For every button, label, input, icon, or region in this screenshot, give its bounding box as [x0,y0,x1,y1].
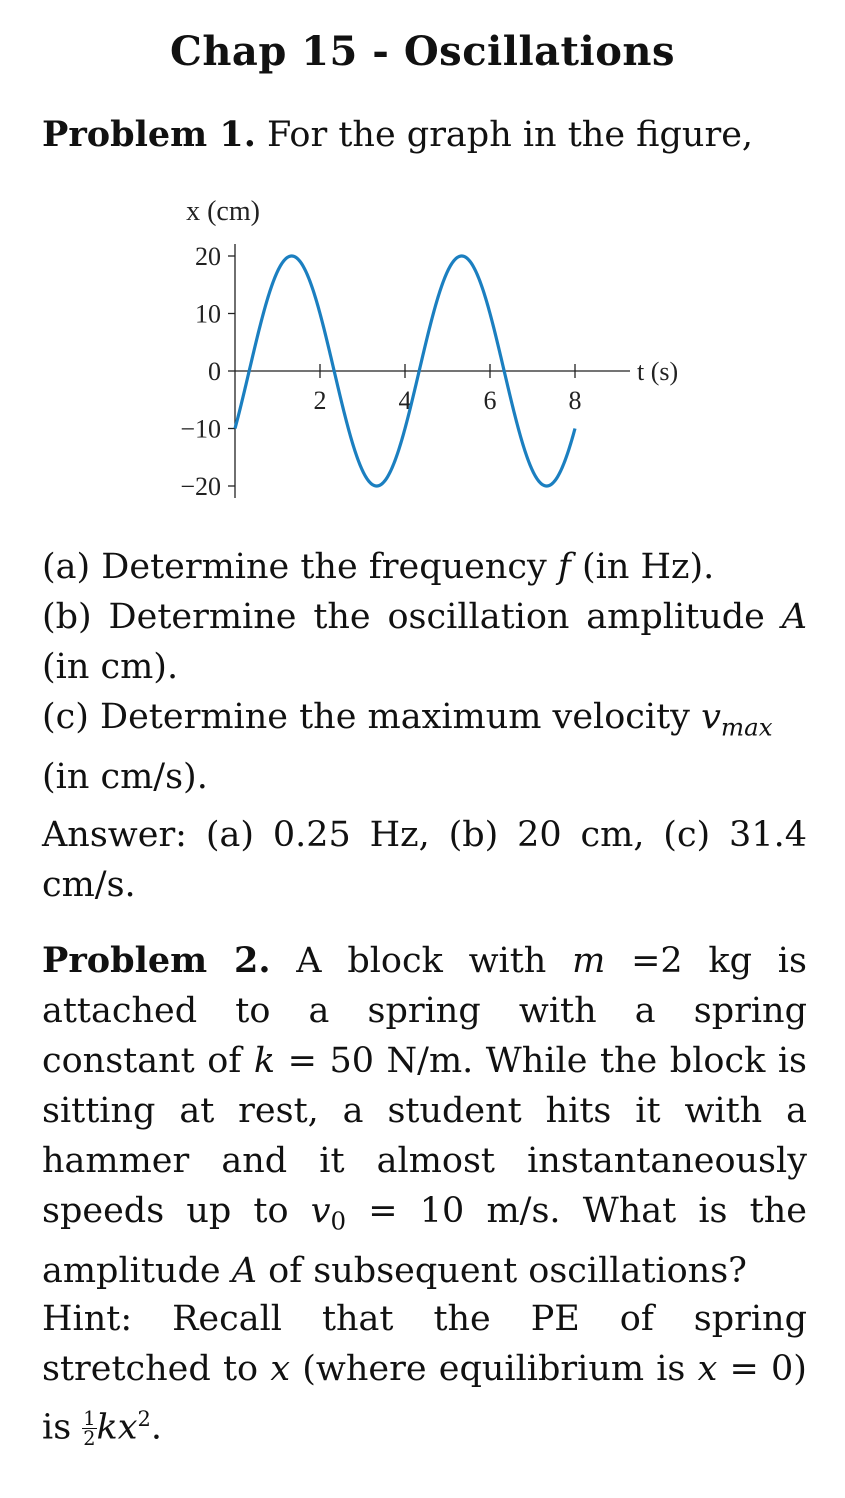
problem2-label: Problem 2. [42,940,271,981]
y-tick-label: 0 [208,357,221,386]
y-tick-label: −10 [180,414,221,444]
y-tick-label: 10 [195,299,221,329]
x-axis-label: t (s) [637,357,679,386]
x-tick-label: 8 [568,386,582,415]
x-tick-label: 6 [483,386,497,415]
problem1-intro [42,110,807,160]
page-title: Chap 15 - Oscillations [169,28,676,75]
x-tick-label: 2 [313,386,327,415]
part-b: (b) Determine the oscillation amplitude A (in cm). [42,597,807,687]
y-tick-label: 20 [195,242,221,271]
part-c: (c) Determine the maximum velocity $v_{max}$ (in cm/s). [42,697,773,798]
oscillation-graph [130,180,710,520]
x-tick-label: 4 [398,386,412,415]
part-a: (a) Determine the frequency f (in Hz). [42,547,715,587]
problem1-label: Problem 1. [42,114,256,155]
fraction-one-half: $\frac{1}{2}$ [83,1407,96,1451]
y-tick-label: −20 [180,472,221,501]
problem1-parts [42,542,807,802]
problem1-intro-text: For the graph in the figure, [267,115,754,155]
problem2-text: Problem 2. A block with m =2 kg is attached to a spring with a spring constant of k = 50 N/m. While the block is sitting at rest, a student hits it with a hammer and it almost instantaneously speeds up to $v_0 = 10$ m/s. What is the amplitude A of subsequent oscillations? [42,940,807,1292]
problem1-answer: Answer: (a) 0.25 Hz, (b) 20 cm, (c) 31.4 cm/s. [42,815,807,905]
y-axis-label: x (cm) [186,196,260,227]
problem2-hint: Hint: Recall that the PE of spring stretched to x (where equilibrium is x = 0) is $\frac{1}{2}$ $kx^2$. [42,1299,807,1451]
